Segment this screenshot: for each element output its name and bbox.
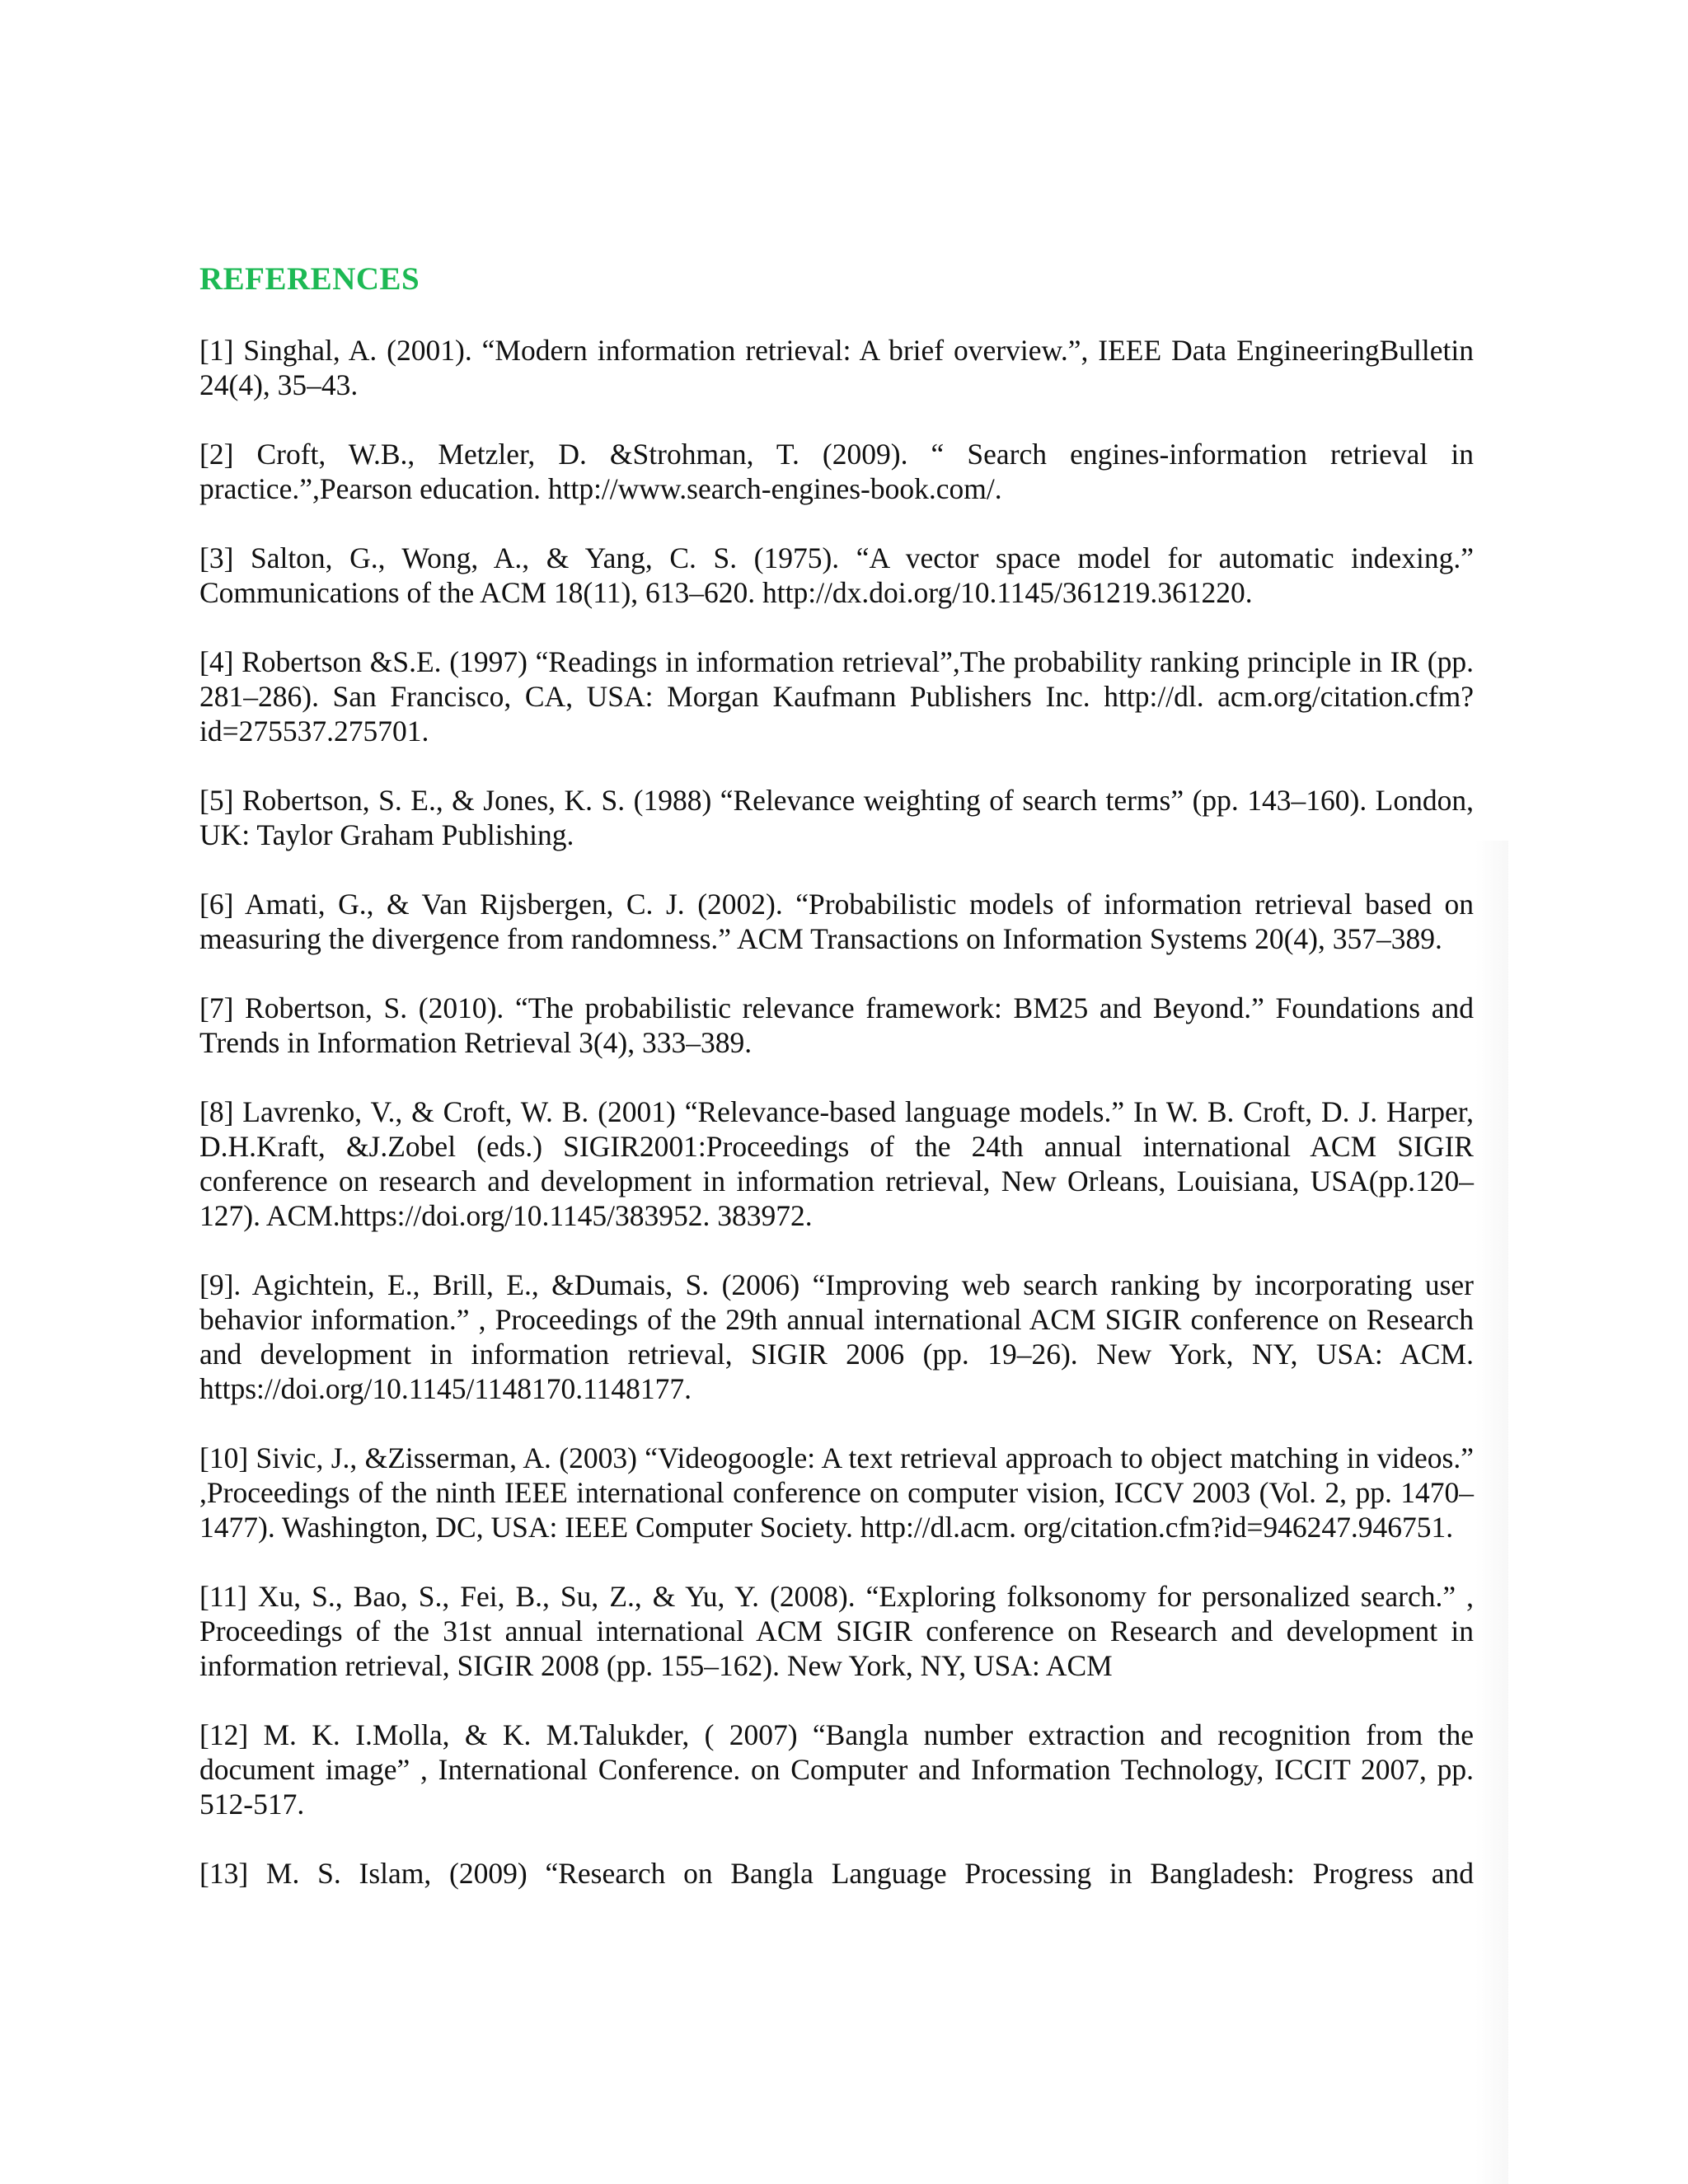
- reference-item-2: [2] Croft, W.B., Metzler, D. &Strohman, T. (2009). “ Search engines-information retrieval in practice.”,Pearson education. http://www.search-engines-book.com/.: [199, 438, 1474, 505]
- references-heading: REFERENCES: [199, 261, 420, 297]
- reference-item-7: [7] Robertson, S. (2010). “The probabilistic relevance framework: BM25 and Beyond.” Foundations and Trends in Information Retrieval 3(4), 333–389.: [199, 991, 1474, 1059]
- page-edge-shading: [1475, 841, 1508, 2184]
- reference-item-5: [5] Robertson, S. E., & Jones, K. S. (1988) “Relevance weighting of search terms” (pp. 143–160). London, UK: Taylor Graham Publishing.: [199, 784, 1474, 851]
- reference-item-10: [10] Sivic, J., &Zisserman, A. (2003) “Videogoogle: A text retrieval approach to object matching in videos.” ,Proceedings of the ninth IEEE international conference on computer vision, ICCV 2003 (Vol. 2, pp. 1470–1477). Washington, DC, USA: IEEE Computer Society. http://dl.acm. org/citation.cfm?id=946247.946751.: [199, 1441, 1474, 1544]
- reference-item-3: [3] Salton, G., Wong, A., & Yang, C. S. (1975). “A vector space model for automatic indexing.” Communications of the ACM 18(11), 613–620. http://dx.doi.org/10.1145/361219.361220.: [199, 541, 1474, 609]
- reference-list: [199, 333, 1474, 1925]
- reference-item-9: [9]. Agichtein, E., Brill, E., &Dumais, S. (2006) “Improving web search ranking by incorporating user behavior information.” , Proceedings of the 29th annual international ACM SIGIR conference on Research and development in information retrieval, SIGIR 2006 (pp. 19–26). New York, NY, USA: ACM. https://doi.org/10.1145/1148170.1148177.: [199, 1268, 1474, 1405]
- reference-item-6: [6] Amati, G., & Van Rijsbergen, C. J. (2002). “Probabilistic models of information retrieval based on measuring the divergence from randomness.” ACM Transactions on Information Systems 20(4), 357–389.: [199, 888, 1474, 955]
- reference-item-11: [11] Xu, S., Bao, S., Fei, B., Su, Z., & Yu, Y. (2008). “Exploring folksonomy for personalized search.” , Proceedings of the 31st annual international ACM SIGIR conference on Research and development in information retrieval, SIGIR 2008 (pp. 155–162). New York, NY, USA: ACM: [199, 1580, 1474, 1682]
- reference-item-1: [1] Singhal, A. (2001). “Modern information retrieval: A brief overview.”, IEEE Data EngineeringBulletin 24(4), 35–43.: [199, 334, 1474, 401]
- reference-item-13: [13] M. S. Islam, (2009) “Research on Bangla Language Processing in Bangladesh: Progress and: [199, 1857, 1474, 1890]
- reference-item-8: [8] Lavrenko, V., & Croft, W. B. (2001) “Relevance-based language models.” In W. B. Croft, D. J. Harper, D.H.Kraft, &J.Zobel (eds.) SIGIR2001:Proceedings of the 24th annual international ACM SIGIR conference on research and development in information retrieval, New Orleans, Louisiana, USA(pp.120–127). ACM.https://doi.org/10.1145/383952. 383972.: [199, 1095, 1474, 1232]
- reference-item-12: [12] M. K. I.Molla, & K. M.Talukder, ( 2007) “Bangla number extraction and recognition from the document image” , International Conference. on Computer and Information Technology, ICCIT 2007, pp. 512-517.: [199, 1718, 1474, 1821]
- reference-item-4: [4] Robertson &S.E. (1997) “Readings in information retrieval”,The probability ranking principle in IR (pp. 281–286). San Francisco, CA, USA: Morgan Kaufmann Publishers Inc. http://dl. acm.org/citation.cfm?id=275537.275701.: [199, 645, 1474, 748]
